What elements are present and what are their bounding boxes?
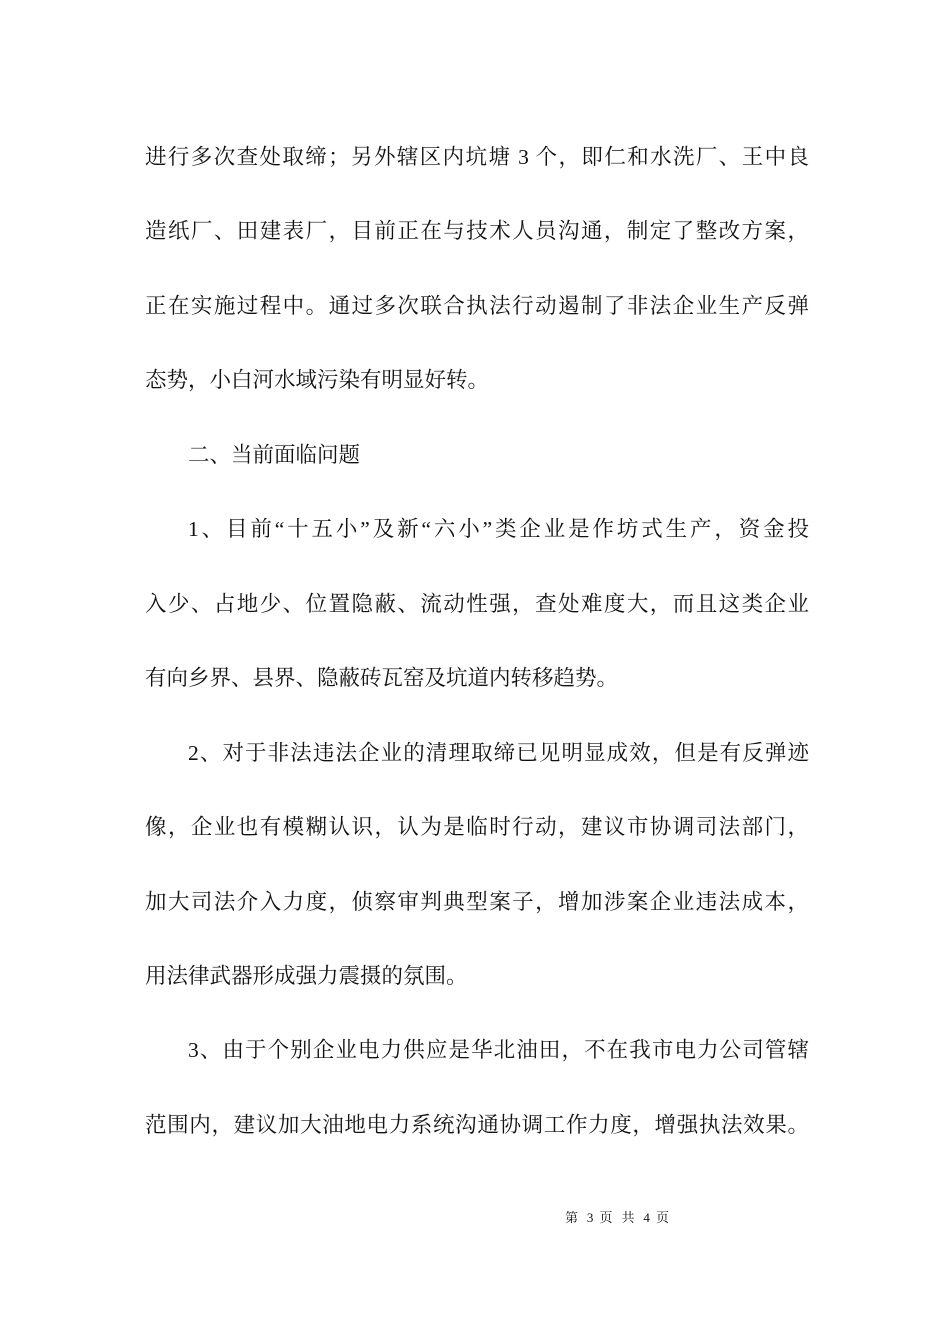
paragraph-item-1 [145, 492, 809, 715]
document-body [145, 120, 809, 1162]
paragraph-line: 用法律武器形成强力震摄的氛围。 [145, 963, 468, 988]
paragraph-line: 加大司法介入力度，侦察审判典型案子，增加涉案企业违法成本， [145, 889, 809, 914]
section-heading-text: 二、当前面临问题 [188, 442, 361, 467]
paragraph-item-2 [145, 716, 809, 1014]
paragraph-line: 入少、占地少、位置隐蔽、流动性强，查处难度大，而且这类企业 [145, 591, 809, 616]
paragraph-line: 2、对于非法违法企业的清理取缔已见明显成效，但是有反弹迹 [188, 740, 809, 765]
paragraph-item-3 [145, 1013, 809, 1162]
paragraph-line: 造纸厂、田建表厂，目前正在与技术人员沟通，制定了整改方案， [145, 219, 809, 244]
paragraph-line: 进行多次查处取缔；另外辖区内坑塘 3 个，即仁和水洗厂、王中良 [145, 145, 809, 169]
paragraph-line: 3、由于个别企业电力供应是华北油田，不在我市电力公司管辖 [188, 1038, 809, 1063]
paragraph-line: 有向乡界、县界、隐蔽砖瓦窑及坑道内转移趋势。 [145, 666, 619, 691]
paragraph-line: 范围内，建议加大油地电力系统沟通协调工作力度，增强执法效果。 [145, 1112, 809, 1137]
section-heading [145, 418, 809, 492]
paragraph-line: 正在实施过程中。通过多次联合执法行动遏制了非法企业生产反弹 [145, 293, 809, 318]
paragraph-line: 像，企业也有模糊认识，认为是临时行动，建议市协调司法部门， [145, 815, 809, 840]
paragraph-line: 1、目前“十五小”及新“六小”类企业是作坊式生产，资金投 [188, 517, 809, 542]
paragraph-line: 态势，小白河水域污染有明显好转。 [145, 368, 490, 393]
paragraph-continuation [145, 120, 809, 418]
page-number-footer: 第 3 页 共 4 页 [565, 1210, 669, 1225]
